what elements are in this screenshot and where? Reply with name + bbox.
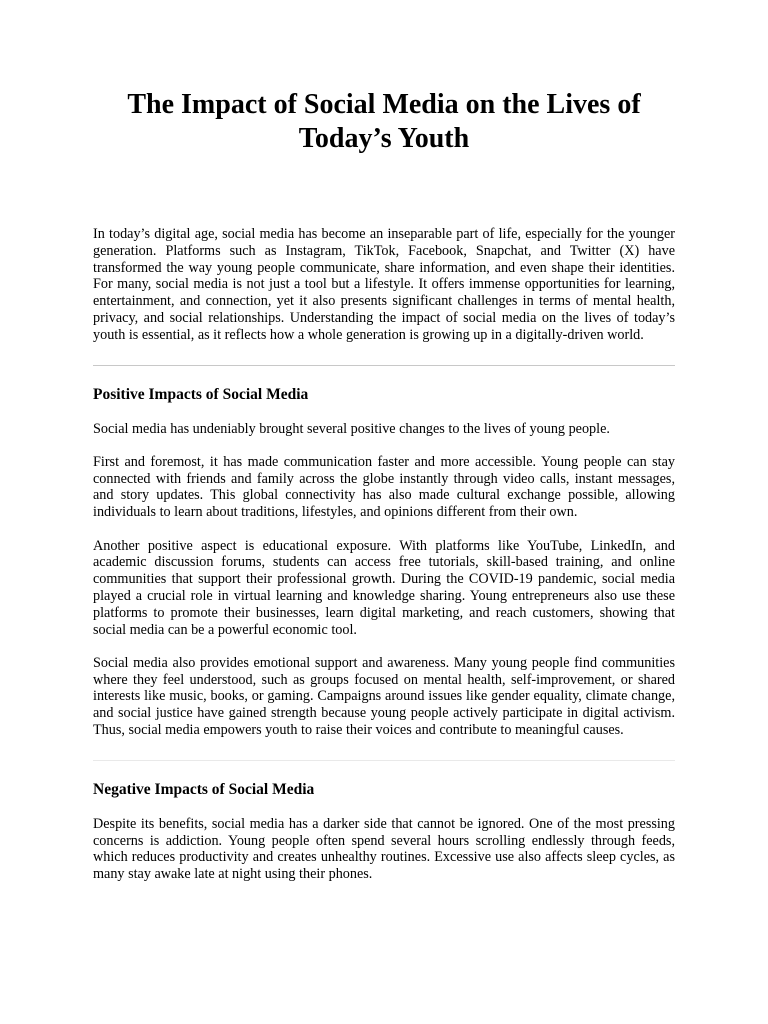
section-heading-negative: Negative Impacts of Social Media xyxy=(93,780,315,798)
intro-paragraph: In today’s digital age, social media has become an inseparable part of life, especially for the younger generation. Platforms such as Instagram, TikTok, Facebook, Snapchat, and Twitter (X) have transformed the way young people communicate, share information, and even shape their identities. For many, social media is not just a tool but a lifestyle. It offers immense opportunities for learning, entertainment, and connection, yet it also presents significant challenges in terms of mental health, privacy, and social relationships. Understanding the impact of social media on the lives of today’s youth is essential, as it reflects how a whole generation is growing up in a digitally-driven world. xyxy=(93,226,675,343)
section-divider xyxy=(93,365,675,366)
document-page xyxy=(93,88,675,883)
paragraph: Another positive aspect is educational exposure. With platforms like YouTube, LinkedIn, and academic discussion forums, students can access free tutorials, skill-based training, and online communities that support their professional growth. During the COVID-19 pandemic, social media played a crucial role in virtual learning and knowledge sharing. Young entrepreneurs also use these platforms to promote their businesses, learn digital marketing, and reach customers, showing that social media can be a powerful economic tool. xyxy=(93,537,675,638)
document-title: The Impact of Social Media on the Lives of Today’s Youth xyxy=(127,89,641,154)
section-heading-positive: Positive Impacts of Social Media xyxy=(93,385,309,403)
section-divider xyxy=(93,760,675,761)
paragraph: Despite its benefits, social media has a darker side that cannot be ignored. One of the most pressing concerns is addiction. Young people often spend several hours scrolling endlessly through feeds, which reduces productivity and creates unhealthy routines. Excessive use also affects sleep cycles, as many stay awake late at night using their phones. xyxy=(93,815,675,883)
paragraph: First and foremost, it has made communication faster and more accessible. Young people can stay connected with friends and family across the globe instantly through video calls, instant messages, and story updates. This global connectivity has also made cultural exchange possible, allowing individuals to learn about traditions, lifestyles, and opinions different from their own. xyxy=(93,453,675,521)
paragraph: Social media has undeniably brought several positive changes to the lives of young people. xyxy=(93,420,610,437)
paragraph: Social media also provides emotional support and awareness. Many young people find communities where they feel understood, such as groups focused on mental health, self-improvement, or shared interests like music, books, or gaming. Campaigns around issues like gender equality, climate change, and social justice have gained strength because young people actively participate in digital activism. Thus, social media empowers youth to raise their voices and contribute to meaningful causes. xyxy=(93,654,675,739)
